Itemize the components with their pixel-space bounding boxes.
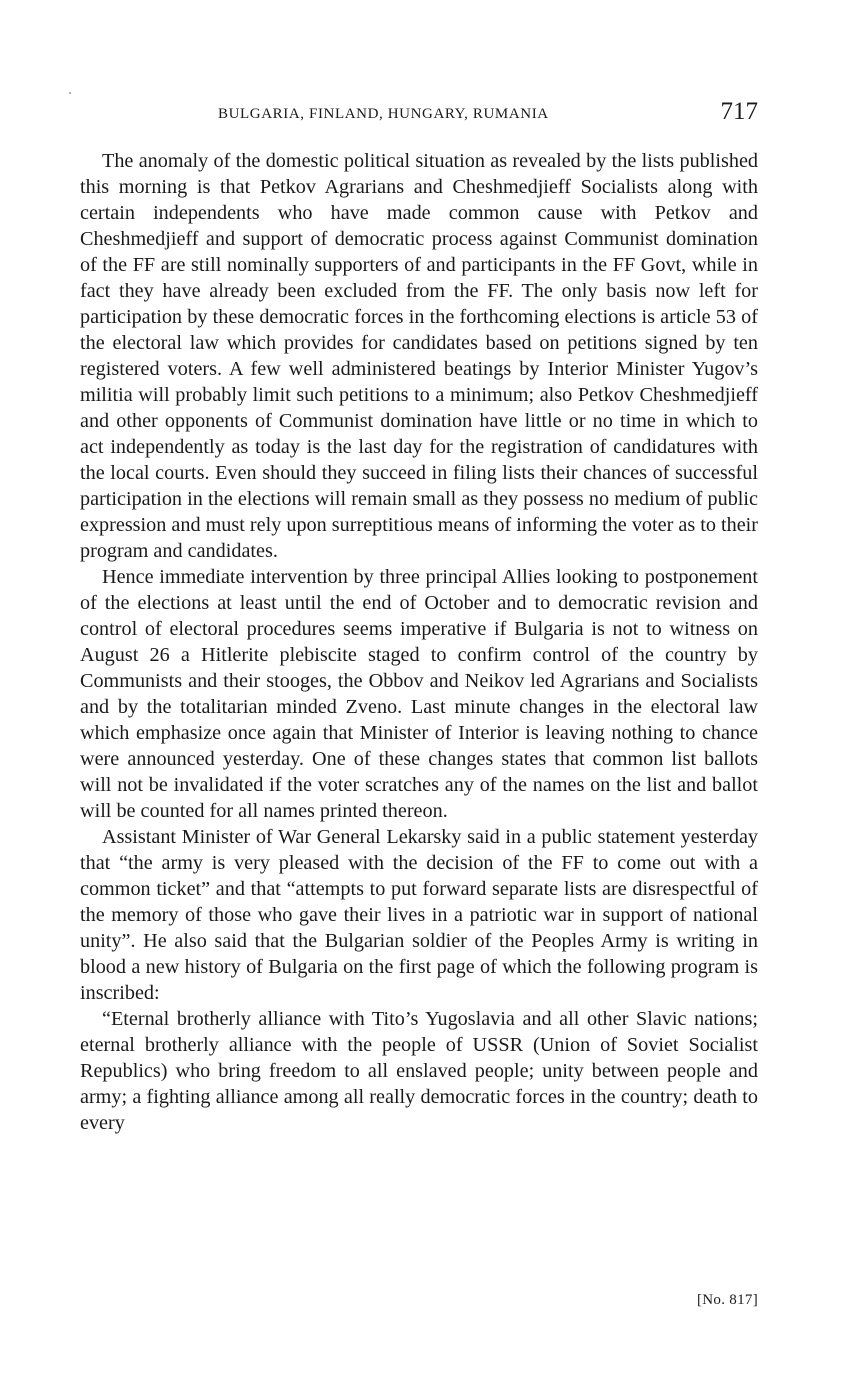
- scan-speck: [69, 92, 71, 94]
- document-page: [80, 98, 758, 1308]
- paragraph-1: The anomaly of the domestic political situation as revealed by the lists published this morning is that Petkov Agrarians and Cheshmedjieff Socialists along with certain independents who have made common cause with Petkov and Cheshmedjieff and support of democratic process against Communist domination of the FF are still nominally supporters of and participants in the FF Govt, while in fact they have already been excluded from the FF. The only basis now left for participation by these democratic forces in the forthcoming elections is article 53 of the electoral law which provides for candidates based on petitions signed by ten registered voters. A few well administered beatings by Interior Minister Yugov’s militia will probably limit such petitions to a minimum; also Petkov Cheshmedjieff and other opponents of Communist domination have little or no time in which to act independently as today is the last day for the registration of candidatures with the local courts. Even should they succeed in filing lists their chances of successful participation in the elections will remain small as they possess no medium of public expression and must rely upon surreptitious means of informing the voter as to their program and candidates.: [80, 150, 758, 562]
- body-text: [80, 148, 758, 1136]
- running-title: BULGARIA, FINLAND, HUNGARY, RUMANIA: [218, 106, 549, 122]
- document-reference: [No. 817]: [696, 1292, 758, 1308]
- page-number: 717: [720, 98, 758, 125]
- paragraph-4: “Eternal brotherly alliance with Tito’s Yugoslavia and all other Slavic nations; eternal brotherly alliance with the people of USSR (Union of Soviet Socialist Republics) who bring freedom to all enslaved people; unity between people and army; a fighting alliance among all really democratic forces in the country; death to every: [80, 1008, 758, 1134]
- paragraph-3: Assistant Minister of War General Lekarsky said in a public statement yesterday that “the army is very pleased with the decision of the FF to come out with a common ticket” and that “attempts to put forward separate lists are disrespectful of the memory of those who gave their lives in a patriotic war in support of national unity”. He also said that the Bulgarian soldier of the Peoples Army is writing in blood a new history of Bulgaria on the first page of which the following program is inscribed:: [80, 826, 758, 1004]
- running-head: [80, 98, 758, 138]
- paragraph-2: Hence immediate intervention by three principal Allies looking to postponement of the elections at least until the end of October and to democratic revision and control of electoral procedures seems imperative if Bulgaria is not to witness on August 26 a Hitlerite plebiscite staged to confirm control of the country by Communists and their stooges, the Obbov and Neikov led Agrarians and Socialists and by the totalitarian minded Zveno. Last minute changes in the electoral law which emphasize once again that Minister of Interior is leaving nothing to chance were announced yesterday. One of these changes states that common list ballots will not be invalidated if the voter scratches any of the names on the list and ballot will be counted for all names printed thereon.: [80, 566, 758, 822]
